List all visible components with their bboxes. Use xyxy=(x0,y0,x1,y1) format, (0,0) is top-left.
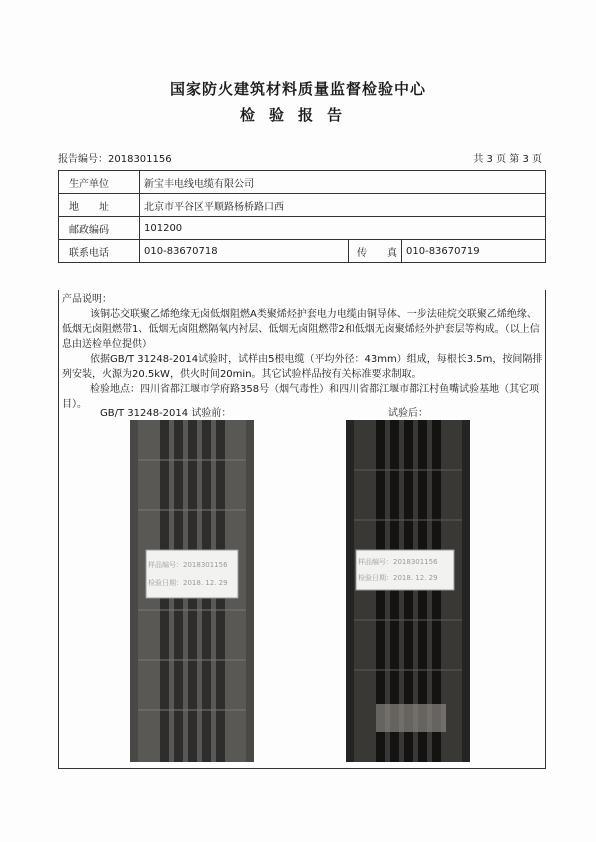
row-value-fax: 010-83670719 xyxy=(402,240,546,263)
description-heading: 产品说明： xyxy=(62,294,112,305)
sample-date-text: 检验日期：2018. 12. 29 xyxy=(358,574,438,582)
row-label-manufacturer: 生产单位 xyxy=(59,171,140,194)
sample-date-text: 检验日期：2018. 12. 29 xyxy=(148,579,228,587)
before-test-caption: GB/T 31248-2014 试验前： xyxy=(100,408,232,419)
row-label-fax: 传 真 xyxy=(349,240,402,263)
row-label-address: 地 址 xyxy=(59,194,140,217)
test-location-paragraph: 检验地点：四川省都江堰市学府路358号（烟气毒性）和四川省都江堰市都江村鱼嘴试验基地（其它项目）。 xyxy=(62,384,540,410)
table-row xyxy=(59,194,546,217)
row-value-manufacturer: 新宝丰电线电缆有限公司 xyxy=(140,171,546,194)
page-info: 共 3 页 第 3 页 xyxy=(473,154,542,165)
table-row xyxy=(59,217,546,240)
row-value-postcode: 101200 xyxy=(140,217,546,240)
before-test-photo xyxy=(130,420,254,762)
table-row xyxy=(59,240,546,263)
table-row xyxy=(59,171,546,194)
row-value-address: 北京市平谷区平顺路杨桥路口西 xyxy=(140,194,546,217)
seal-stamp xyxy=(578,436,592,516)
info-table xyxy=(58,170,546,263)
test-method-paragraph: 依据GB/T 31248-2014试验时，试样由5根电缆（平均外径：43mm）组成，每根长3.5m，按间隔排列安装，火源为20.5kW，供火时间20min。其它试验样品按有关标准要求制取。 xyxy=(62,354,543,380)
sample-label xyxy=(148,556,228,592)
sample-number-text: 样品编号：2018301156 xyxy=(358,558,438,566)
after-test-photo xyxy=(346,420,470,762)
row-label-phone: 联系电话 xyxy=(59,240,140,263)
report-title: 国家防火建筑材料质量监督检验中心 xyxy=(169,80,426,98)
report-subtitle: 检验报告 xyxy=(239,106,356,124)
report-number: 报告编号：2018301156 xyxy=(58,154,172,165)
sample-number-text: 样品编号：2018301156 xyxy=(148,561,228,569)
product-description xyxy=(62,292,546,412)
description-paragraph: 该铜芯交联聚乙烯绝缘无卤低烟阻燃A类聚烯烃护套电力电缆由铜导体、一步法硅烷交联聚乙烯绝缘、低烟无卤阻燃带1、低烟无卤阻燃隔氧内衬层、低烟无卤阻燃带2和低烟无卤聚烯烃外护套层等构成。（以上信息由送检单位提供） xyxy=(62,309,540,350)
after-test-caption: 试验后： xyxy=(388,408,428,419)
sample-label xyxy=(358,554,438,586)
row-value-phone: 010-83670718 xyxy=(140,240,349,263)
row-label-postcode: 邮政编码 xyxy=(59,217,140,240)
